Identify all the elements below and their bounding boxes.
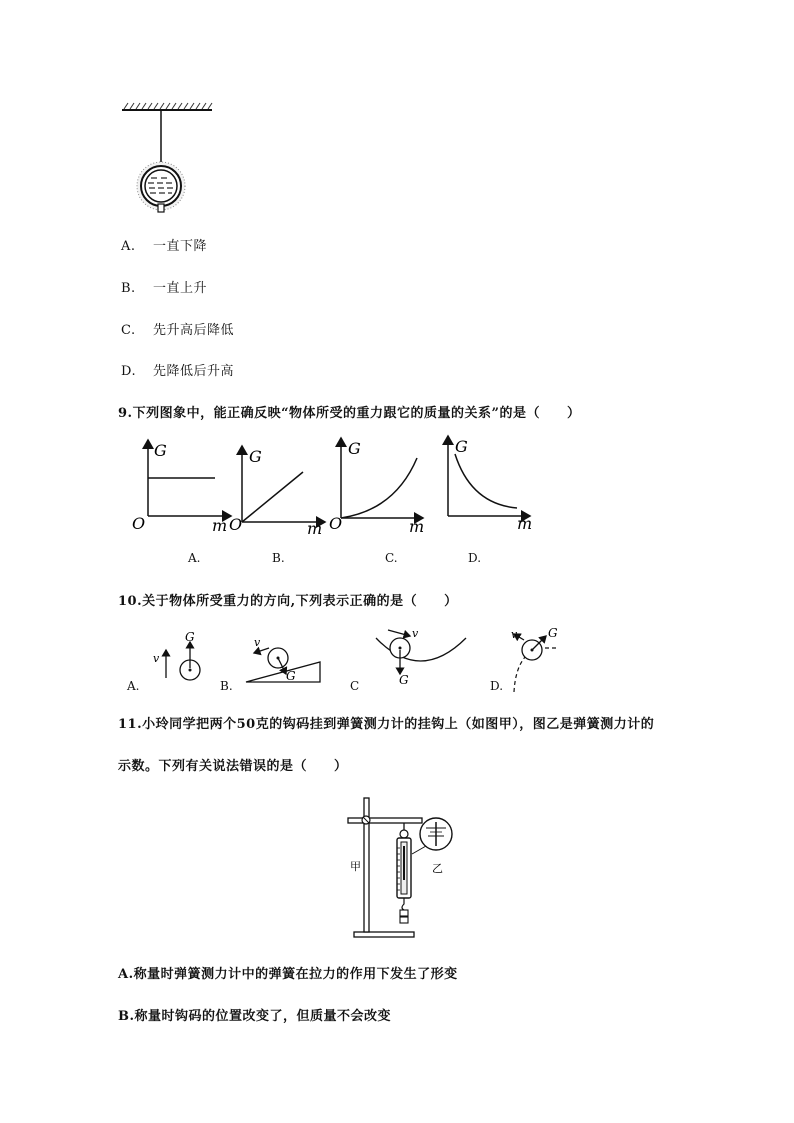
q9-graph-d: [448, 436, 532, 533]
q8-figure: [118, 100, 218, 218]
q8-option-d: [121, 360, 234, 379]
q11-stem-line2: 示数。下列有关说法错误的是（ ）: [118, 759, 348, 774]
q11-label-jia: 甲: [350, 860, 361, 873]
q10-figure-b: [246, 636, 320, 683]
q9-label-m: m: [409, 517, 425, 536]
q11-label-yi: 乙: [432, 862, 443, 875]
q10-option-a-label: A.: [127, 679, 140, 693]
q9-label-m: m: [307, 519, 323, 536]
q9-graph-c: [329, 438, 424, 536]
q9-option-c-label: C.: [385, 551, 398, 565]
q9-label-o: O: [229, 515, 243, 534]
q9-label-m: m: [212, 516, 228, 535]
q9-option-b-label: B.: [272, 551, 285, 565]
q9-option-a-label: A.: [188, 551, 201, 565]
q8-option-text: 一直上升: [153, 281, 208, 296]
q10-figure-d: [511, 626, 558, 692]
q10-velocity-label: v: [254, 636, 261, 649]
q10-stem: 10.关于物体所受重力的方向,下列表示正确的是（ ）: [118, 594, 458, 609]
q8-option-text: 先升高后降低: [153, 323, 235, 338]
q11-stem-line1: 11.小玲同学把两个50克的钩码挂到弹簧测力计的挂钩上（如图甲），图乙是弹簧测力计的: [118, 717, 655, 732]
q10-figure-a: [153, 630, 200, 680]
q8-option-a: [121, 235, 207, 254]
q9-label-g: G: [348, 439, 361, 458]
q9-label-g: G: [154, 441, 167, 460]
q10-force-label: G: [548, 626, 558, 640]
q10-force-label: G: [185, 630, 195, 644]
q10-velocity-label: v: [412, 627, 419, 640]
q10-velocity-label: v: [511, 628, 518, 641]
q11-option-b: B.称量时钩码的位置改变了，但质量不会改变: [118, 1009, 392, 1024]
q9-label-g: G: [249, 447, 262, 466]
q8-option-text: 先降低后升高: [153, 364, 235, 379]
q8-option-c: [121, 319, 234, 338]
q9-stem: 9.下列图象中，能正确反映“物体所受的重力跟它的质量的关系”的是（ ）: [118, 406, 581, 421]
q11-figure: [342, 796, 462, 942]
q8-option-b: [121, 277, 207, 296]
q9-label-o: O: [329, 514, 343, 533]
q9-label-o: O: [132, 514, 146, 533]
q10-figure-c: [376, 627, 466, 687]
q9-graphs: [125, 432, 545, 536]
q11-option-a: A.称量时弹簧测力计中的弹簧在拉力的作用下发生了形变: [118, 967, 458, 982]
q9-graph-b: [229, 446, 325, 536]
q10-option-b-label: B.: [220, 679, 233, 693]
q9-graph-a: [132, 440, 231, 535]
q10-force-label: G: [286, 669, 296, 683]
q10-velocity-label: v: [153, 652, 160, 665]
q9-option-d-label: D.: [468, 551, 482, 565]
q8-option-letter: C.: [121, 323, 136, 338]
q9-label-g: G: [455, 437, 468, 456]
q8-option-letter: D.: [121, 364, 137, 379]
q9-label-m: m: [517, 514, 533, 533]
q10-option-c-label: C: [350, 679, 360, 693]
q10-force-label: G: [399, 673, 409, 687]
q10-option-d-label: D.: [490, 679, 504, 693]
q8-option-text: 一直下降: [153, 239, 208, 254]
q8-option-letter: A.: [121, 239, 136, 254]
q8-option-letter: B.: [121, 281, 136, 296]
